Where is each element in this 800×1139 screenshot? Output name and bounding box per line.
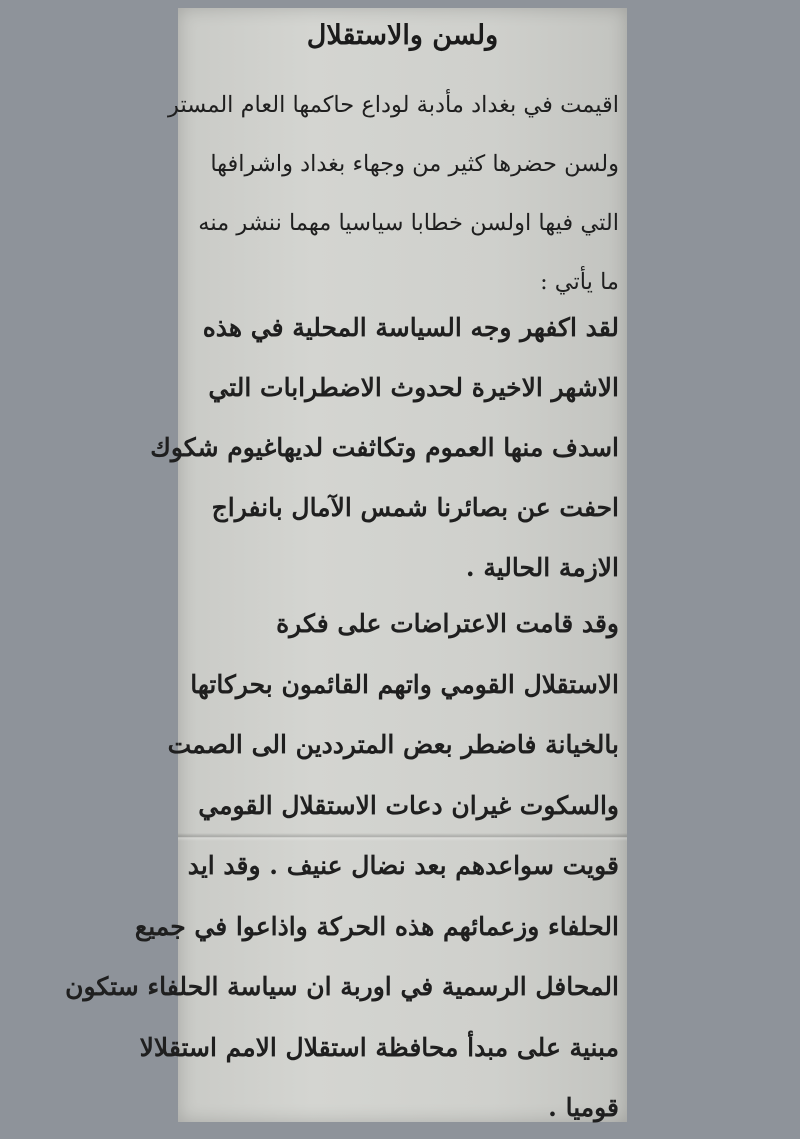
text-line: المحافل الرسمية في اوربة ان سياسة الحلفاء ستكون — [65, 972, 619, 1001]
text-line: الحلفاء وزعمائهم هذه الحركة واذاعوا في جميع — [134, 911, 619, 941]
newspaper-clipping — [65, 8, 627, 1122]
text-line: ولسن حضرها كثير من وجهاء بغداد واشرافها — [210, 151, 619, 177]
text-line: اسدف منها العموم وتكاثفت لديهاغيوم شكوك — [150, 433, 619, 462]
paragraph-1 — [168, 76, 619, 312]
text-line: قويت سواعدهم بعد نضال عنيف . وقد ايد — [187, 851, 619, 880]
text-line: والسكوت غيران دعات الاستقلال القومي — [198, 790, 619, 820]
text-line: مبنية على مبدأ محافظة استقلال الامم استقلالا — [139, 1032, 619, 1062]
text-line: التي فيها اولسن خطابا سياسيا مهما ننشر منه — [198, 210, 619, 236]
text-line: الاستقلال القومي واتهم القائمون بحركاتها — [190, 669, 619, 699]
paragraph-2 — [150, 298, 619, 598]
text-line: اقيمت في بغداد مأدبة لوداع حاكمها العام المستر — [168, 92, 619, 118]
text-line: لقد اكفهر وجه السياسة المحلية في هذه — [202, 313, 619, 342]
text-line: قوميا . — [548, 1093, 619, 1122]
article-title: ولسن والاستقلال — [306, 20, 499, 51]
text-line: وقد قامت الاعتراضات على فكرة — [276, 609, 619, 638]
text-line: الاشهر الاخيرة لحدوث الاضطرابات التي — [208, 373, 619, 402]
text-line: ما يأتي : — [540, 269, 619, 295]
text-line: احفت عن بصائرنا شمس الآمال بانفراج — [211, 493, 619, 522]
text-line: الازمة الحالية . — [465, 553, 619, 582]
text-line: بالخيانة فاضطر بعض المترددين الى الصمت — [167, 730, 619, 759]
paragraph-3 — [65, 594, 619, 1139]
